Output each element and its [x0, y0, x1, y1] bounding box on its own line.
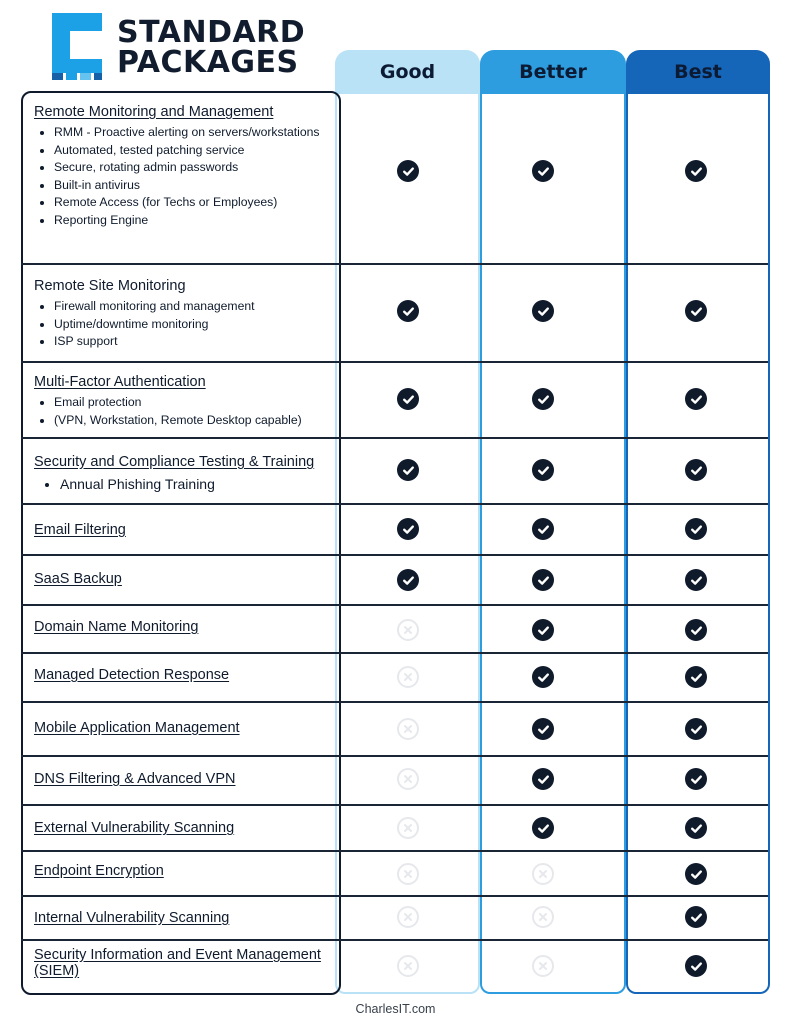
feature-row: [34, 619, 334, 635]
check-circle-icon: [685, 300, 707, 322]
check-circle-icon: [532, 518, 554, 540]
check-circle-icon: [685, 817, 707, 839]
feature-title[interactable]: Managed Detection Response: [34, 667, 230, 683]
check-circle-icon: [532, 388, 554, 410]
tier-column-better: [480, 92, 626, 994]
feature-title[interactable]: Multi-Factor Authentication: [34, 374, 206, 390]
page-title-line2: PACKAGES: [117, 45, 299, 80]
x-circle-icon: [397, 619, 419, 641]
feature-row: [34, 454, 334, 494]
x-circle-icon: [397, 863, 419, 885]
feature-title[interactable]: Security Information and Event Management (SIEM): [34, 947, 321, 979]
feature-title[interactable]: Endpoint Encryption: [34, 863, 164, 879]
feature-title: Remote Site Monitoring: [34, 278, 186, 294]
feature-bullet: • RMM - Proactive alerting on servers/workstations: [54, 124, 334, 142]
x-circle-icon: [397, 906, 419, 928]
check-circle-icon: [532, 817, 554, 839]
feature-bullets: [34, 298, 334, 351]
check-circle-icon: [397, 569, 419, 591]
feature-row: [34, 771, 334, 787]
feature-bullets: [34, 394, 334, 429]
check-circle-icon: [685, 459, 707, 481]
brand-c-logo-icon: [48, 11, 104, 81]
tier-header-good: [335, 50, 480, 94]
feature-bullet: • (VPN, Workstation, Remote Desktop capable): [54, 412, 334, 430]
check-circle-icon: [397, 388, 419, 410]
feature-bullet: • Email protection: [54, 394, 334, 412]
tier-header-best: [626, 50, 770, 94]
row-divider: [21, 804, 768, 806]
feature-bullet: • Reporting Engine: [54, 212, 334, 230]
row-divider: [21, 361, 768, 363]
check-circle-icon: [685, 768, 707, 790]
check-circle-icon: [685, 160, 707, 182]
row-divider: [21, 263, 768, 265]
feature-bullet: • ISP support: [54, 333, 334, 351]
row-divider: [21, 554, 768, 556]
tier-header-better: [480, 50, 626, 94]
check-circle-icon: [532, 160, 554, 182]
check-circle-icon: [532, 459, 554, 481]
feature-row: [34, 863, 334, 879]
x-circle-icon: [532, 955, 554, 977]
feature-title[interactable]: Mobile Application Management: [34, 720, 240, 736]
x-circle-icon: [397, 666, 419, 688]
check-circle-icon: [397, 459, 419, 481]
tier-label: Better: [519, 61, 587, 83]
feature-row: [34, 522, 334, 538]
x-circle-icon: [532, 863, 554, 885]
check-circle-icon: [397, 160, 419, 182]
feature-title[interactable]: Email Filtering: [34, 522, 126, 538]
check-circle-icon: [397, 518, 419, 540]
check-circle-icon: [685, 863, 707, 885]
feature-bullet: • Built-in antivirus: [54, 177, 334, 195]
row-divider: [21, 895, 768, 897]
feature-row: [34, 278, 334, 351]
check-circle-icon: [685, 666, 707, 688]
feature-bullet: • Annual Phishing Training: [60, 474, 334, 494]
feature-row: [34, 820, 334, 836]
check-circle-icon: [532, 569, 554, 591]
row-divider: [21, 503, 768, 505]
feature-row: [34, 571, 334, 587]
x-circle-icon: [397, 768, 419, 790]
row-divider: [21, 701, 768, 703]
feature-bullet: • Firewall monitoring and management: [54, 298, 334, 316]
x-circle-icon: [397, 718, 419, 740]
row-divider: [21, 604, 768, 606]
feature-row: [34, 947, 334, 979]
tier-column-best: [626, 92, 770, 994]
check-circle-icon: [685, 569, 707, 591]
feature-title[interactable]: Remote Monitoring and Management: [34, 104, 274, 120]
row-divider: [21, 437, 768, 439]
tier-label: Best: [674, 61, 722, 83]
check-circle-icon: [685, 955, 707, 977]
page-title-line1: STANDARD: [117, 15, 306, 50]
feature-title[interactable]: Internal Vulnerability Scanning: [34, 910, 230, 926]
x-circle-icon: [532, 906, 554, 928]
row-divider: [21, 755, 768, 757]
x-circle-icon: [397, 955, 419, 977]
feature-row: [34, 374, 334, 429]
feature-row: [34, 910, 334, 926]
feature-title[interactable]: DNS Filtering & Advanced VPN: [34, 771, 236, 787]
feature-row: [34, 720, 334, 736]
feature-bullet: • Secure, rotating admin passwords: [54, 159, 334, 177]
row-divider: [21, 850, 768, 852]
check-circle-icon: [532, 619, 554, 641]
feature-title[interactable]: External Vulnerability Scanning: [34, 820, 235, 836]
feature-bullets: [34, 124, 334, 230]
feature-title[interactable]: Security and Compliance Testing & Training: [34, 454, 315, 470]
check-circle-icon: [397, 300, 419, 322]
check-circle-icon: [532, 300, 554, 322]
feature-row: [34, 104, 334, 230]
feature-bullet: • Automated, tested patching service: [54, 142, 334, 160]
row-divider: [21, 939, 768, 941]
feature-title[interactable]: SaaS Backup: [34, 571, 122, 587]
tier-label: Good: [379, 61, 436, 83]
tier-column-good: [335, 92, 480, 994]
feature-row: [34, 667, 334, 683]
check-circle-icon: [685, 518, 707, 540]
feature-bullet: • Remote Access (for Techs or Employees): [54, 194, 334, 212]
check-circle-icon: [532, 768, 554, 790]
check-circle-icon: [532, 718, 554, 740]
feature-title[interactable]: Domain Name Monitoring: [34, 619, 199, 635]
feature-bullets: [34, 474, 334, 494]
check-circle-icon: [685, 388, 707, 410]
x-circle-icon: [397, 817, 419, 839]
check-circle-icon: [685, 718, 707, 740]
footer-website: CharlesIT.com: [355, 1002, 436, 1016]
check-circle-icon: [685, 906, 707, 928]
check-circle-icon: [532, 666, 554, 688]
feature-bullet: • Uptime/downtime monitoring: [54, 316, 334, 334]
page-title: [117, 15, 306, 80]
row-divider: [21, 652, 768, 654]
check-circle-icon: [685, 619, 707, 641]
